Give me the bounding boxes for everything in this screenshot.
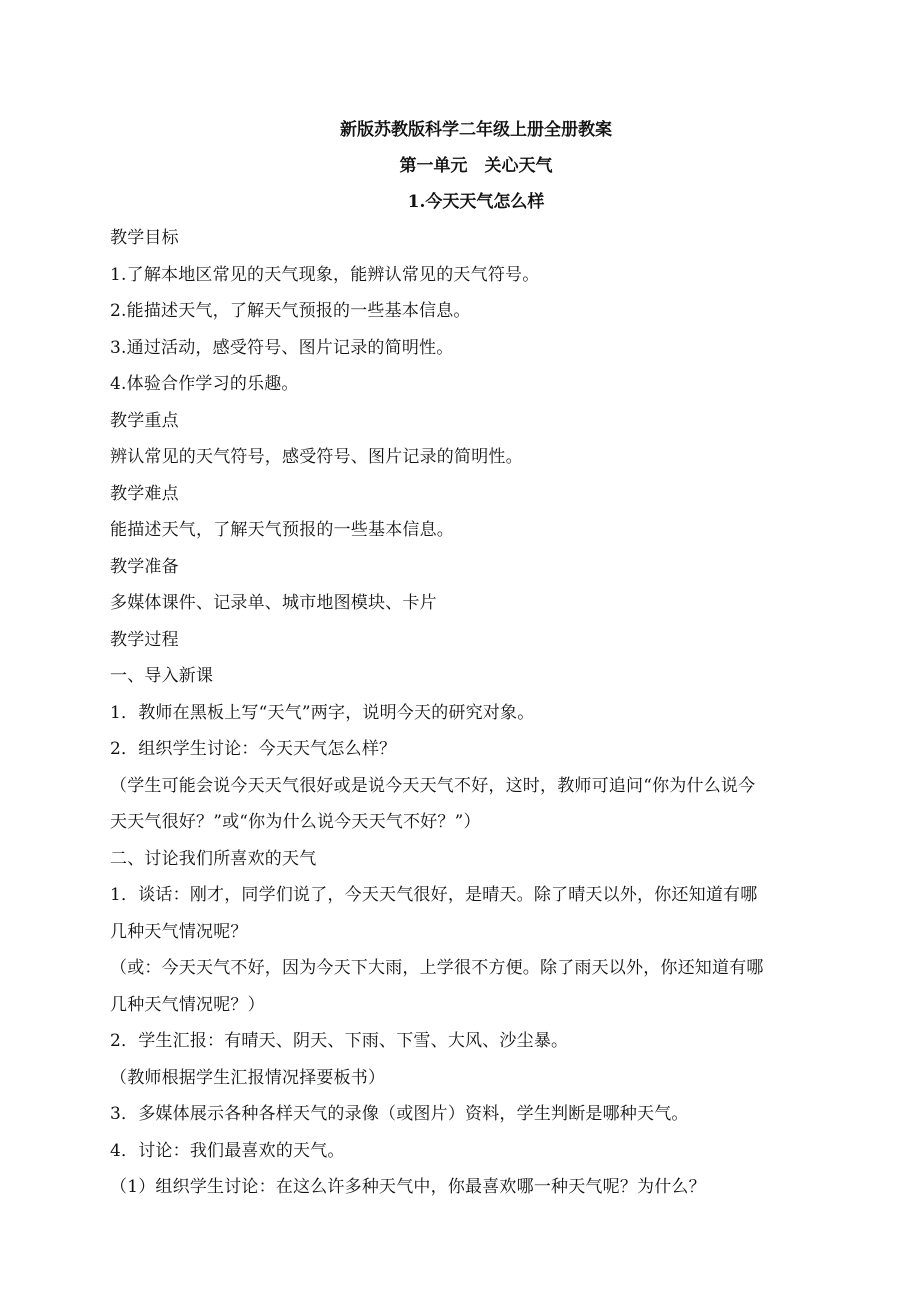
paragraph: 1．教师在黑板上写“天气”两字，说明今天的研究对象。 <box>110 702 535 723</box>
document-body <box>110 112 822 1206</box>
paragraph: 几种天气情况呢？） <box>110 994 265 1015</box>
paragraph: 3．多媒体展示各种各样天气的录像（或图片）资料，学生判断是哪种天气。 <box>110 1104 689 1124</box>
paragraph: 教学难点 <box>110 483 179 504</box>
paragraph: 多媒体课件、记录单、城市地图模块、卡片 <box>110 593 437 613</box>
paragraph: 4．讨论：我们最喜欢的天气。 <box>110 1140 345 1161</box>
paragraph: 二、讨论我们所喜欢的天气 <box>110 848 317 869</box>
paragraph: （或：今天天气不好，因为今天下大雨，上学很不方便。除了雨天以外，你还知道有哪 <box>110 958 764 978</box>
paragraph: 教学目标 <box>110 228 179 248</box>
paragraph: 1.了解本地区常见的天气现象，能辨认常见的天气符号。 <box>110 264 540 285</box>
paragraph: （学生可能会说今天天气很好或是说今天天气不好，这时，教师可追问“你为什么说今 <box>110 775 756 796</box>
paragraph: 辨认常见的天气符号，感受符号、图片记录的简明性。 <box>110 447 523 467</box>
paragraph: 教学准备 <box>110 556 179 577</box>
paragraph: 天天气很好？”或“你为什么说今天天气不好？”） <box>110 812 481 832</box>
paragraph: 2．组织学生讨论：今天天气怎么样？ <box>110 739 397 759</box>
paragraph: 教学过程 <box>110 629 179 650</box>
paragraph: 教学重点 <box>110 410 179 431</box>
paragraph: 几种天气情况呢？ <box>110 921 248 942</box>
paragraph: 3.通过活动，感受符号、图片记录的简明性。 <box>110 337 454 358</box>
paragraph: 能描述天气，了解天气预报的一些基本信息。 <box>110 520 454 540</box>
document-title: 新版苏教版科学二年级上册全册教案 <box>340 120 612 140</box>
paragraph: 一、导入新课 <box>110 666 214 686</box>
paragraph: （1）组织学生讨论：在这么许多种天气中，你最喜欢哪一种天气呢？为什么？ <box>110 1177 706 1197</box>
paragraph: 2.能描述天气，了解天气预报的一些基本信息。 <box>110 301 471 321</box>
paragraph: 2．学生汇报：有晴天、阴天、下雨、下雪、大风、沙尘暴。 <box>110 1031 569 1051</box>
paragraph: （教师根据学生汇报情况择要板书） <box>110 1067 386 1088</box>
paragraph: 1．谈话：刚才，同学们说了，今天天气很好，是晴天。除了晴天以外，你还知道有哪 <box>110 885 758 905</box>
unit-heading: 第一单元 关心天气 <box>399 156 553 176</box>
lesson-heading: 1.今天天气怎么样 <box>407 192 545 212</box>
paragraph: 4.体验合作学习的乐趣。 <box>110 374 299 394</box>
